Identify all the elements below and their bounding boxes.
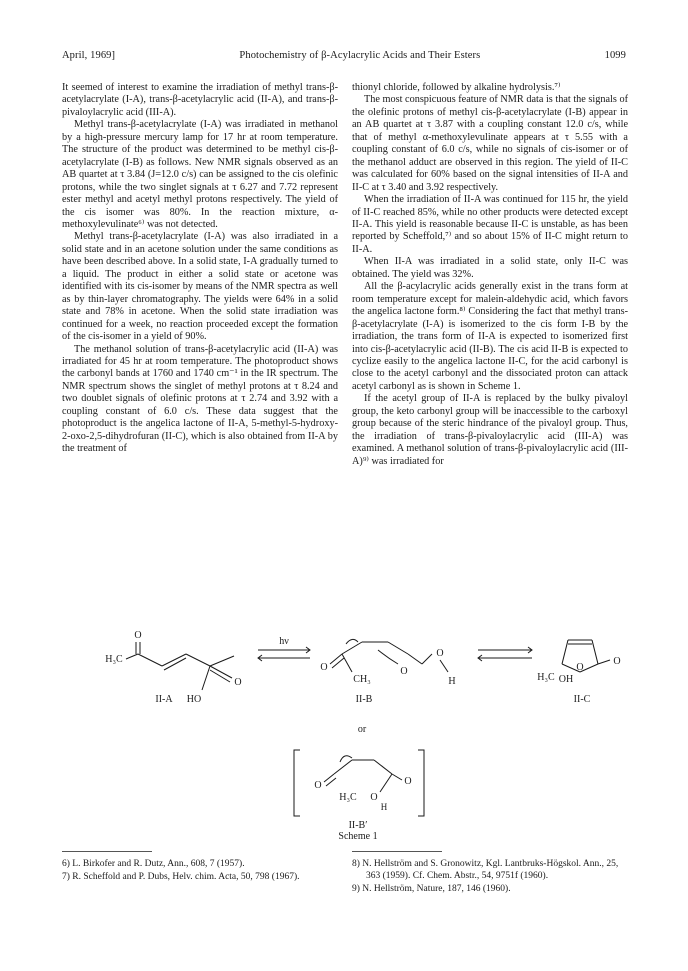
paragraph: thionyl chloride, followed by alkaline hydrolysis.⁷⁾ (352, 82, 561, 93)
reaction-scheme (62, 630, 626, 840)
atom-o: O (370, 792, 378, 803)
footnotes-left (62, 858, 338, 884)
structure-iic (537, 640, 620, 705)
header-page-number: 1099 (604, 50, 626, 61)
atom-o: O (134, 630, 142, 641)
atom-o: O (436, 648, 444, 659)
atom-o: O (314, 780, 322, 791)
paragraph: All the β-acylacrylic acids generally exist in the trans form at room temperature except for malein-aldehydic acid, which favors the angelica lactone form.⁸⁾ Considering the fact that methyl trans-β-acetylacrylate (I-A) is isomerized to the cis form I-B by the irradiation, the trans form of II-A is expected to isomerized first into cis-β-acetylacrylic acid (II-B). The cis acid II-B is expected to cyclize easily to the angelica lactone II-C, for the acid carbonyl is close to the acetyl carbonyl and the dissociated proton can attack acetyl carbonyl as is shown in Scheme 1. (352, 281, 628, 392)
footnote-number: 7) (62, 872, 70, 882)
atom-oh: OH (558, 674, 574, 685)
footnote-text: N. Hellström, Nature, 187, 146 (1960). (362, 884, 511, 894)
left-column (62, 82, 338, 456)
header-date: April, 1969] (62, 50, 116, 61)
atom-o: O (613, 656, 621, 667)
paragraph: Methyl trans-β-acetylacrylate (I-A) was irradiated in methanol by a high-pressure mercury lamp for 17 hr at room temperature. The structure of the product was determined to be methyl cis-β-acetylacrylate (I-B) as follows. New NMR signals observed as an AB quartet at τ 3.84 (J=12.0 c/s) can be assigned to the cis olefinic protons, while the two singlet signals at τ 6.27 and 7.72 represent ester methyl and acetyl methyl protons respectively. The yield of the cis isomer was 80%. In the reaction mixture, α-methoxylevulinate⁶⁾ was not detected. (62, 119, 338, 230)
footnote (352, 883, 628, 895)
footnote-text: L. Birkofer and R. Dutz, Ann., 608, 7 (1957). (72, 859, 245, 869)
footnote-number: 9) (352, 884, 360, 894)
footnote-divider (352, 851, 442, 852)
structure-iib-prime (294, 750, 424, 831)
structure-iib (320, 639, 455, 705)
running-header (62, 50, 626, 61)
footnote (62, 871, 338, 883)
equilibrium-arrow (478, 647, 532, 661)
atom-h: H (380, 802, 388, 812)
paragraph: It seemed of interest to examine the irradiation of methyl trans-β-acetylacrylate (I-A), trans-β-acetylacrylic acid (II-A), and trans-β-pivaloylacrylic acid (III-A). (62, 82, 338, 118)
footnote-number: 8) (352, 859, 360, 869)
atom-h3c: H₃C (537, 672, 555, 683)
footnote-divider (62, 851, 152, 852)
hv-label: hν (279, 636, 289, 647)
scheme-diagram (62, 630, 626, 840)
atom-o: O (234, 677, 242, 688)
paragraph: Methyl trans-β-acetylacrylate (I-A) was also irradiated in a solid state and in an acetone solution under the same conditions as have been described above. In a solid state, I-A gradually turned to a liquid. The product in either a solid state or acetone was identified with its cis-isomer by means of the NMR spectra as well as by thin-layer chromatography. The yields were 64% in a solid state and 78% in acetone. When the solid state irradiation was continued for a week, no reaction proceeded except the formation of the cis-isomer in a yield of 90%. (62, 231, 338, 343)
structure-iia (105, 630, 241, 705)
or-label: or (357, 724, 367, 735)
scheme-caption: Scheme 1 (338, 831, 378, 840)
label-iib: II-B (355, 694, 373, 705)
label-iic: II-C (573, 694, 591, 705)
paragraph: If the acetyl group of II-A is replaced by the bulky pivaloyl group, the keto carbonyl group will be inaccessible to the carboxyl group because of the steric hindrance of the pivaloyl group. Thus, the irradiation of trans-β-pivaloylacrylic acid (III-A) was examined. A methanol solution of trans-β-pivaloylacrylic acid (III-A)⁹⁾ was irradiated for (352, 393, 628, 467)
footnote-text: R. Scheffold and P. Dubs, Helv. chim. Acta, 50, 798 (1967). (72, 872, 300, 882)
header-title: Photochemistry of β-Acylacrylic Acids and Their Esters (239, 50, 481, 61)
atom-o: O (400, 666, 408, 677)
atom-h3c: H₃C (105, 654, 123, 665)
footnote-text: N. Hellström and S. Gronowitz, Kgl. Lantbruks-Högskol. Ann., 25, 363 (1959). Cf. Chem. Abstr., 54, 9751f (1960). (362, 859, 619, 881)
atom-o: O (320, 662, 328, 673)
atom-ho: HO (186, 694, 202, 705)
paragraph: When II-A was irradiated in a solid state, only II-C was obtained. The yield was 32%. (352, 256, 628, 280)
atom-o: O (404, 776, 412, 787)
footnote (62, 858, 338, 870)
footnote (352, 858, 628, 882)
paragraph: When the irradiation of II-A was continued for 115 hr, the yield of II-C reached 85%, while no other products were detected except II-A. This yield is reasonable because II-C is unstable, as has been reported by Scheffold,⁷⁾ and so about 15% of II-C might return to II-A. (352, 194, 628, 255)
right-column (352, 82, 628, 468)
photolysis-arrow (258, 636, 310, 661)
paragraph: The methanol solution of trans-β-acetylacrylic acid (II-A) was irradiated for 45 hr at room temperature. The photoproduct shows the carbonyl bands at 1760 and 1740 cm⁻¹ in the IR spectrum. The NMR spectrum shows the singlet of methyl protons at τ 8.24 and two doublet signals of olefinic protons at τ 2.74 and 3.92 with a coupling constant of 6.0 c/s. These data suggest that the photoproduct is the angelica lactone of II-A, 5-methyl-5-hydroxy-2-oxo-2,5-dihydrofuran (II-C), which is also obtained from II-A by the treatment of (62, 343, 338, 455)
atom-ch3: CH₃ (353, 674, 371, 685)
atom-h3c: H₃C (339, 792, 357, 803)
label-iia: II-A (155, 694, 173, 705)
footnotes-right (352, 858, 628, 896)
atom-o: O (576, 662, 584, 673)
atom-h: H (448, 676, 456, 687)
footnote-number: 6) (62, 859, 70, 869)
label-iib-prime: II-B′ (348, 820, 368, 831)
paragraph: The most conspicuous feature of NMR data is that the signals of the olefinic protons of methyl cis-β-acetylacrylate (I-B) appear in an AB quartet at τ 3.87 with a coupling constant 12.0 c/s, while that of methyl α-methoxylevulinate appears at τ 5.55 with a coupling constant of 6.0 c/s, while no signals of cis-isomer or of the methanol adduct are observed in this region. The yield of II-C was calculated for 60% based on the signal intensities of II-A and II-C at τ 3.40 and 3.92 respectively. (352, 94, 628, 193)
